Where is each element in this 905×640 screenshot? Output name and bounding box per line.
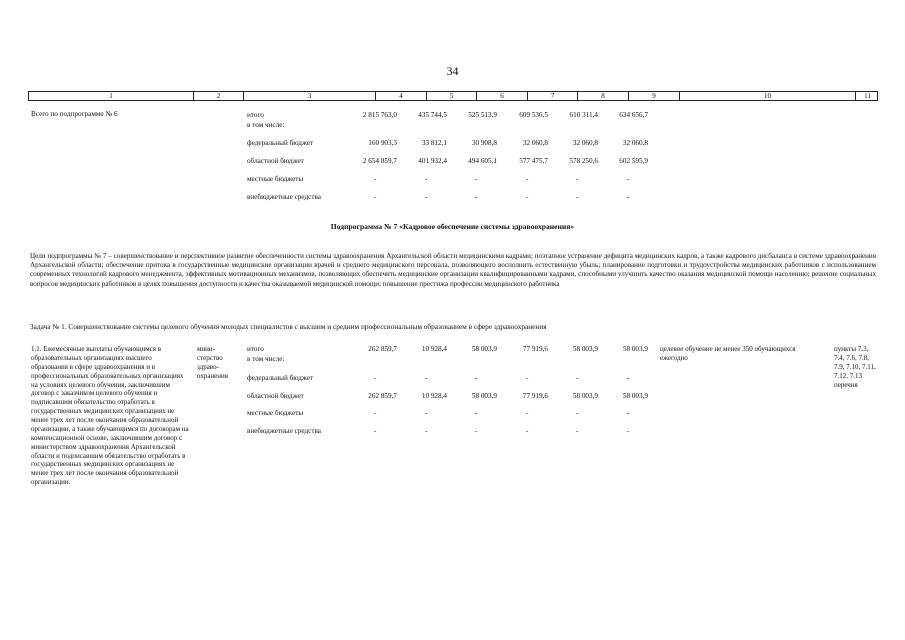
value-cell: - xyxy=(526,374,529,382)
value-cell: - xyxy=(627,427,630,435)
row-name: местные бюджеты xyxy=(247,175,304,183)
row-name: итого xyxy=(247,345,264,353)
value-cell: 262 859,7 xyxy=(368,392,397,400)
value-cell: - xyxy=(425,374,428,382)
value-cell: - xyxy=(627,193,630,201)
column-number: 6 xyxy=(477,92,528,100)
value-cell: - xyxy=(576,374,579,382)
measure-result: целевое обучение не менее 350 обучающихся ежегодно xyxy=(660,345,796,362)
value-cell: 160 903,3 xyxy=(368,139,397,147)
goals-paragraph: Цели подпрограммы № 7 – совершенствование и перспективное развитие обеспеченности системы здравоохранения Архангельской области медицинскими кадрами; поэтапное устранение дефицита медицинских кадров, а также кадрового дисбаланса в системе здравоохранения Архангельской области; обеспечение притока в государственные медицинские организации врачей и среднего медицинского персонала, позволяющего восполнить естественную убыль; планирование подготовки и трудоустройства медицинских работников с использованием современных технологий кадрового менеджмента, эффективных мотивационных механизмов, позволяющих обеспечить медицинские организации квалифицированными кадрами, способными улучшить качество оказания медицинской помощи населению; решение социальных вопросов медицинских работников в целях повышения доступности и качества оказываемой медицинской помощи; повышение престижа профессии медицинского работника xyxy=(30,252,876,288)
column-number: 2 xyxy=(194,92,244,100)
value-cell: - xyxy=(576,427,579,435)
value-cell: - xyxy=(627,409,630,417)
value-cell: 32 060,8 xyxy=(522,139,548,147)
value-cell: 634 656,7 xyxy=(619,111,648,119)
value-cell: 77 919,6 xyxy=(522,392,548,400)
value-cell: 2 654 859,7 xyxy=(362,157,397,165)
value-cell: - xyxy=(374,193,377,201)
total-block-label: Всего по подпрограмме № 6 xyxy=(31,110,118,118)
value-cell: - xyxy=(374,175,377,183)
value-cell: 2 815 763,0 xyxy=(362,111,397,119)
value-cell: - xyxy=(526,409,529,417)
value-cell: - xyxy=(425,193,428,201)
measure-executor: мини-стерство здраво-охранения xyxy=(197,345,228,380)
column-number: 4 xyxy=(376,92,427,100)
value-cell: 494 605,1 xyxy=(468,157,497,165)
value-cell: - xyxy=(475,193,478,201)
value-cell: - xyxy=(374,374,377,382)
value-cell: - xyxy=(526,193,529,201)
measure-reference: пункты 7.3, 7.4, 7.6, 7.8, 7.9, 7.10, 7.11, 7.12, 7.13 перечня xyxy=(834,345,876,389)
value-cell: 525 513,9 xyxy=(468,111,497,119)
column-number: 7 xyxy=(528,92,578,100)
value-cell: - xyxy=(475,374,478,382)
value-cell: - xyxy=(475,409,478,417)
value-cell: - xyxy=(627,175,630,183)
value-cell: 602 595,9 xyxy=(619,157,648,165)
row-name: областной бюджет xyxy=(247,157,304,165)
value-cell: 58 003,9 xyxy=(572,392,598,400)
column-number: 10 xyxy=(680,92,856,100)
value-cell: 33 812,1 xyxy=(421,139,447,147)
row-name: федеральный бюджет xyxy=(247,374,314,382)
value-cell: - xyxy=(475,175,478,183)
value-cell: - xyxy=(425,409,428,417)
value-cell: - xyxy=(576,175,579,183)
column-number: 11 xyxy=(864,92,871,100)
value-cell: 77 919,6 xyxy=(522,345,548,353)
value-cell: 58 003,9 xyxy=(471,345,497,353)
column-number: 8 xyxy=(578,92,629,100)
value-cell: 10 928,4 xyxy=(421,392,447,400)
subprogram-title: Подпрограмма № 7 «Кадровое обеспечение системы здравоохранения» xyxy=(330,222,575,231)
value-cell: 58 003,9 xyxy=(572,345,598,353)
value-cell: - xyxy=(526,427,529,435)
value-cell: 401 932,4 xyxy=(418,157,447,165)
value-cell: - xyxy=(374,427,377,435)
value-cell: - xyxy=(425,427,428,435)
value-cell: 435 744,5 xyxy=(418,111,447,119)
value-cell: - xyxy=(475,427,478,435)
row-name: в том числе: xyxy=(247,121,285,129)
column-number: 3 xyxy=(244,92,376,100)
value-cell: 58 003,9 xyxy=(622,392,648,400)
column-number-header-row xyxy=(28,91,878,101)
row-name: внебюджетные средства xyxy=(247,193,321,201)
value-cell: - xyxy=(576,409,579,417)
row-name: местные бюджеты xyxy=(247,409,304,417)
value-cell: - xyxy=(627,374,630,382)
value-cell: 610 311,4 xyxy=(569,111,598,119)
value-cell: 30 908,8 xyxy=(471,139,497,147)
value-cell: 58 003,9 xyxy=(622,345,648,353)
value-cell: - xyxy=(374,409,377,417)
row-name: итого xyxy=(247,111,264,119)
value-cell: 577 475,7 xyxy=(519,157,548,165)
measure-description: 1.1. Ежемесячные выплаты обучающимся в образовательных организациях высшего образования в сфере здравоохранения и в профессиональных образовательных организациях на условиях целевого обучения, заключившим договор с заказчиком целевого обучения и подписавшим обязательство отработать в государственных медицинских организациях не менее трех лет после окончания образовательной организации, а также обучающимся по договорам на компенсационной основе, заключившим договор с министерством здравоохранения Архангельской области и подписавшим обязательство отработать в государственных медицинских организациях не менее трех лет после окончания образовательной организации. xyxy=(31,345,189,487)
column-number: 9 xyxy=(629,92,680,100)
value-cell: - xyxy=(425,175,428,183)
value-cell: 32 060,8 xyxy=(622,139,648,147)
row-name: федеральный бюджет xyxy=(247,139,314,147)
column-number: 1 xyxy=(29,92,194,100)
value-cell: - xyxy=(526,175,529,183)
value-cell: 10 928,4 xyxy=(421,345,447,353)
value-cell: 32 060,8 xyxy=(572,139,598,147)
value-cell: 609 536,5 xyxy=(519,111,548,119)
value-cell: - xyxy=(576,193,579,201)
row-name: областной бюджет xyxy=(247,392,304,400)
page-number: 34 xyxy=(446,64,459,78)
column-number: 5 xyxy=(427,92,477,100)
value-cell: 58 003,9 xyxy=(471,392,497,400)
value-cell: 578 250,6 xyxy=(569,157,598,165)
task-heading: Задача № 1. Совершенствование системы целевого обучения молодых специалистов с высшим и средним профессиональным образованием в сфере здравоохранения xyxy=(30,322,547,331)
value-cell: 262 859,7 xyxy=(368,345,397,353)
row-name: в том числе: xyxy=(247,355,285,363)
row-name: внебюджетные средства xyxy=(247,427,321,435)
